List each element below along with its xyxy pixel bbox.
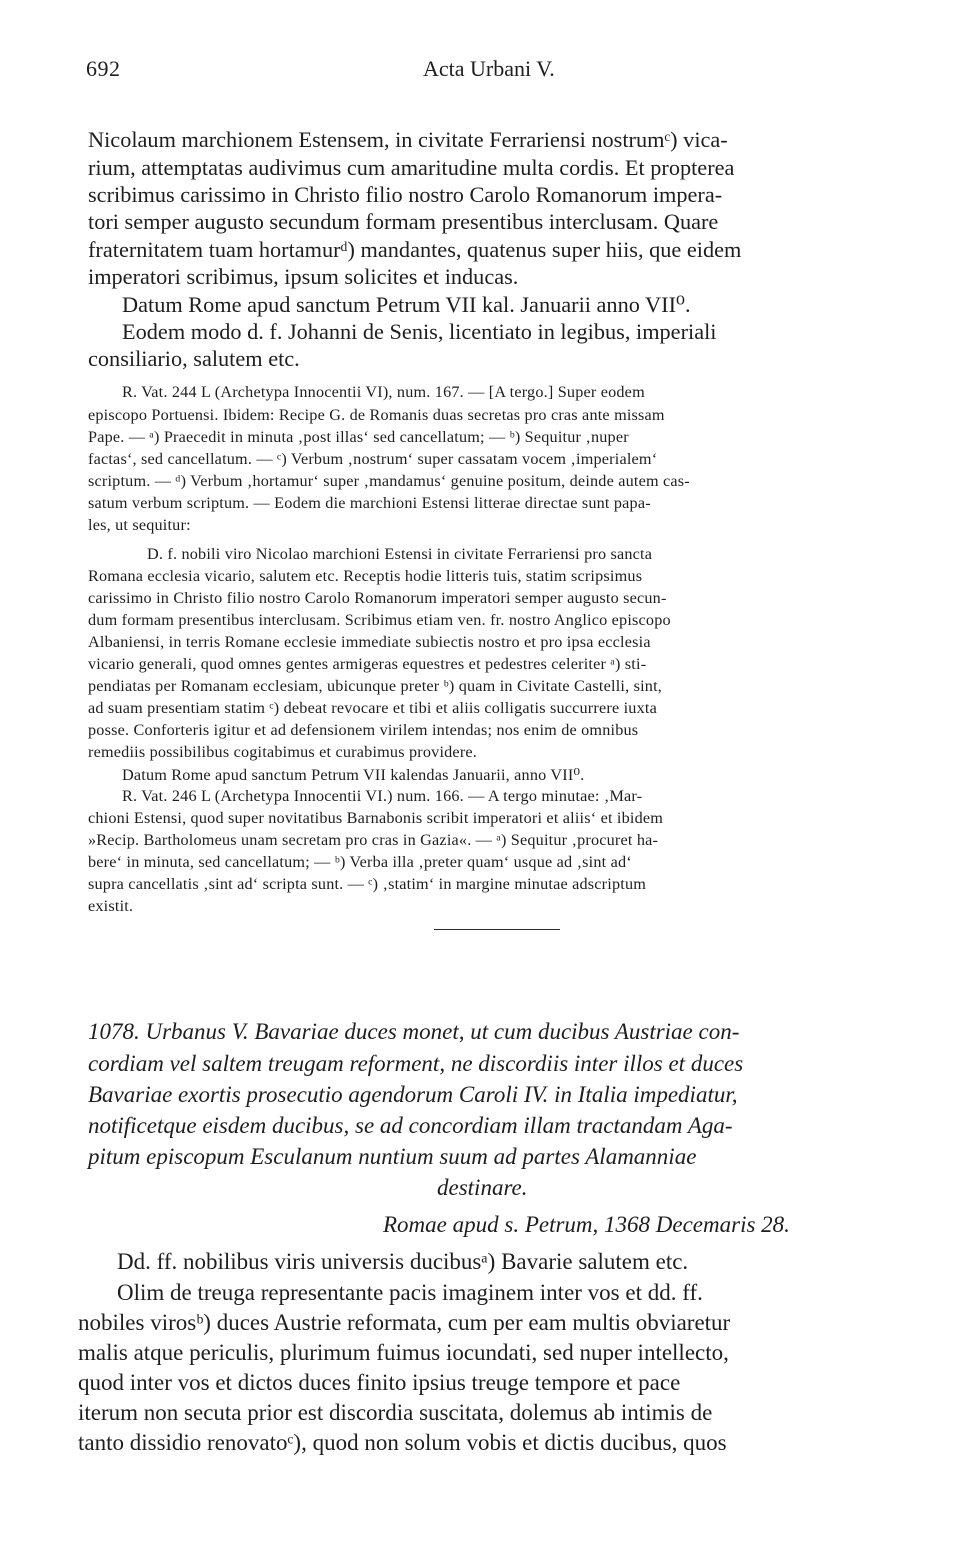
summary-line: Bavariae exortis prosecutio agendorum Caroli IV. in Italia impediatur, bbox=[88, 1082, 738, 1107]
inserted-letter-line: remediis possibilibus cogitabimus et curabimus providere. bbox=[88, 743, 478, 761]
text-line: Nicolaum marchionem Estensem, in civitate Ferrariensi nostrumᶜ) vica- bbox=[88, 127, 728, 152]
text-line: nobiles virosᵇ) duces Austrie reformata, cum per eam multis obviaretur bbox=[78, 1310, 731, 1335]
note-line: Pape. — ᵃ) Praecedit in minuta ‚post illas‘ sed cancellatum; — ᵇ) Sequitur ‚nuper bbox=[88, 428, 629, 446]
inserted-letter-line: supra cancellatis ‚sint ad‘ scripta sunt. — ᶜ) ‚statim‘ in margine minutae adscriptum bbox=[88, 875, 647, 893]
note-line: satum verbum scriptum. — Eodem die marchioni Estensi litterae directae sunt papa- bbox=[88, 494, 651, 512]
summary-line: 1078. Urbanus V. Bavariae duces monet, ut cum ducibus Austriae con- bbox=[88, 1019, 740, 1044]
note-line: les, ut sequitur: bbox=[88, 516, 191, 534]
dateline: Romae apud s. Petrum, 1368 Decemaris 28. bbox=[383, 1212, 790, 1237]
inserted-letter-line: posse. Conforteris igitur et ad defensionem virilem intendas; nos enim de omnibus bbox=[88, 721, 639, 739]
inserted-letter-line: chioni Estensi, quod super novitatibus Barnabonis scribit imperatori et aliis‘ et ibidem bbox=[88, 809, 664, 827]
inserted-letter-datum: Datum Rome apud sanctum Petrum VII kalendas Januarii, anno VII⁰. bbox=[122, 766, 585, 784]
text-line: rium, attemptatas audivimus cum amaritudine multa cordis. Et propterea bbox=[88, 155, 735, 180]
inserted-letter-line: Albaniensi, in terris Romane ecclesie immediate subiectis nostro et pro ipsa ecclesia bbox=[88, 633, 651, 651]
inserted-letter-line: »Recip. Bartholomeus unam secretam pro cras in Gazia«. — ᵃ) Sequitur ‚procuret ha- bbox=[88, 831, 659, 849]
inserted-letter-line: R. Vat. 246 L (Archetypa Innocentii VI.) num. 166. — A tergo minutae: ‚Mar- bbox=[122, 787, 643, 805]
text-line: Eodem modo d. f. Johanni de Senis, licentiato in legibus, imperiali bbox=[122, 319, 717, 344]
summary-line: destinare. bbox=[437, 1175, 528, 1200]
inserted-letter-line: Romana ecclesia vicario, salutem etc. Receptis hodie litteris tuis, statim scripsimus bbox=[88, 567, 643, 585]
note-line: factas‘, sed cancellatum. — ᶜ) Verbum ‚nostrum‘ super cassatam vocem ‚imperialem‘ bbox=[88, 450, 658, 468]
inserted-letter-line: dum formam presentibus interclusam. Scribimus etiam ven. fr. nostro Anglico episcopo bbox=[88, 611, 671, 629]
summary-line: cordiam vel saltem treugam reforment, ne discordiis inter illos et duces bbox=[88, 1051, 744, 1076]
inserted-letter-line: pendiatas per Romanam ecclesiam, ubicunque preter ᵇ) quam in Civitate Castelli, sint, bbox=[88, 677, 663, 695]
inserted-letter-line: D. f. nobili viro Nicolao marchioni Estensi in civitate Ferrariensi pro sancta bbox=[147, 545, 653, 563]
summary-line: notificetque eisdem ducibus, se ad concordiam illam tractandam Aga- bbox=[88, 1113, 733, 1138]
section-divider bbox=[434, 929, 560, 930]
inserted-letter-line: vicario generali, quod omnes gentes armigeras equestres et pedestres celeriter ᵃ) sti- bbox=[88, 655, 647, 673]
text-line: Olim de treuga representante pacis imaginem inter vos et dd. ff. bbox=[117, 1280, 703, 1305]
text-line: quod inter vos et dictos duces finito ipsius treuge tempore et pace bbox=[78, 1370, 681, 1395]
text-line: tanto dissidio renovatoᶜ), quod non solum vobis et dictis ducibus, quos bbox=[78, 1430, 727, 1455]
text-line: consiliario, salutem etc. bbox=[88, 346, 300, 371]
text-line: fraternitatem tuam hortamurᵈ) mandantes, quatenus super hiis, que eidem bbox=[88, 237, 742, 262]
datum-line: Datum Rome apud sanctum Petrum VII kal. Januarii anno VII⁰. bbox=[122, 292, 691, 317]
salutation-line: Dd. ff. nobilibus viris universis ducibusᵃ) Bavarie salutem etc. bbox=[117, 1249, 689, 1274]
note-line: R. Vat. 244 L (Archetypa Innocentii VI), num. 167. — [A tergo.] Super eodem bbox=[122, 383, 645, 401]
inserted-letter-line: bere‘ in minuta, sed cancellatum; — ᵇ) Verba illa ‚preter quam‘ usque ad ‚sint ad‘ bbox=[88, 853, 632, 871]
text-line: tori semper augusto secundum formam presentibus interclusam. Quare bbox=[88, 209, 719, 234]
text-line: iterum non secuta prior est discordia suscitata, dolemus ab intimis de bbox=[78, 1400, 713, 1425]
running-head: Acta Urbani V. bbox=[423, 56, 555, 81]
inserted-letter-line: existit. bbox=[88, 897, 134, 915]
page-number: 692 bbox=[86, 56, 121, 81]
page-header bbox=[86, 56, 886, 86]
text-line: scribimus carissimo in Christo filio nostro Carolo Romanorum impera- bbox=[88, 182, 723, 207]
inserted-letter-line: carissimo in Christo filio nostro Carolo Romanorum imperatori semper augusto secun- bbox=[88, 589, 667, 607]
note-line: scriptum. — ᵈ) Verbum ‚hortamur‘ super ‚mandamus‘ genuine positum, deinde autem cas- bbox=[88, 472, 690, 490]
text-line: malis atque periculis, plurimum fuimus iocundati, sed nuper intellecto, bbox=[78, 1340, 729, 1365]
inserted-letter-line: ad suam presentiam statim ᶜ) debeat revocare et tibi et aliis colligatis succurrere iuxta bbox=[88, 699, 657, 717]
summary-line: pitum episcopum Esculanum nuntium suum ad partes Alamanniae bbox=[88, 1144, 697, 1169]
text-line: imperatori scribimus, ipsum solicites et inducas. bbox=[88, 264, 519, 289]
note-line: episcopo Portuensi. Ibidem: Recipe G. de Romanis duas secretas pro cras ante missam bbox=[88, 406, 665, 424]
